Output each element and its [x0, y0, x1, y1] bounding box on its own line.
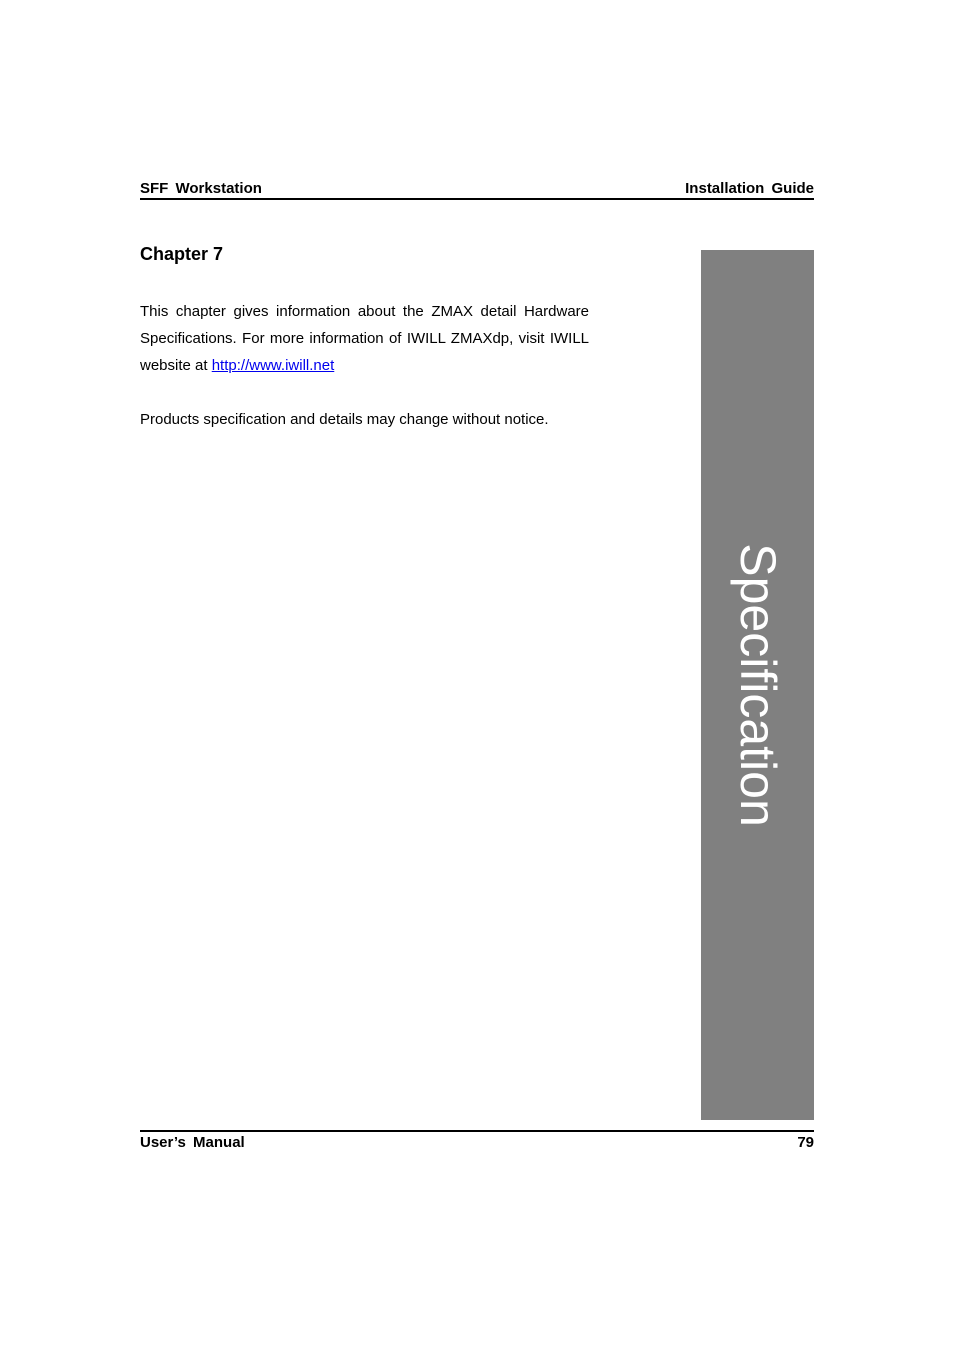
chapter-intro-text: This chapter gives information about the ZMAX detail Hardware Specifications. For more information of IWILL ZMAXdp, visit IWILL website at [140, 303, 589, 374]
chapter-title: Chapter 7 [140, 244, 224, 264]
chapter-intro-paragraph [140, 298, 589, 379]
header-document-title: SFF Workstation [140, 180, 262, 197]
page-footer [140, 1130, 814, 1154]
chapter-side-tab [701, 250, 814, 1120]
specification-notice: Products specification and details may change without notice. [140, 411, 549, 428]
side-tab-label: Specification [729, 543, 786, 827]
footer-manual-title: User’s Manual [140, 1134, 245, 1151]
iwill-website-link[interactable]: http://www.iwill.net [211, 357, 335, 374]
page-number: 79 [797, 1134, 814, 1151]
page-header [140, 180, 814, 200]
header-section-title: Installation Guide [685, 180, 814, 197]
